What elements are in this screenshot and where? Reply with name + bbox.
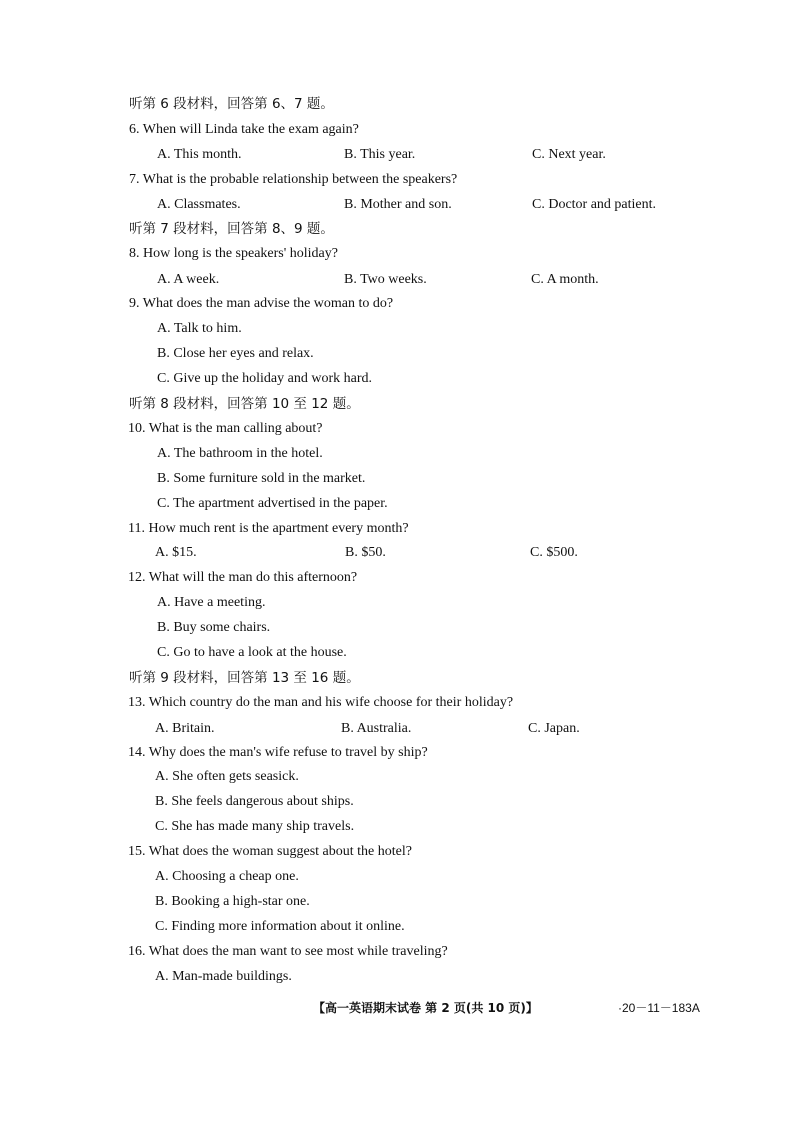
question-6-options [0, 146, 794, 164]
option-c: C. Japan. [528, 721, 580, 736]
question-13: 13. Which country do the man and his wife choose for their holiday? [128, 695, 514, 710]
option-c: C. A month. [531, 272, 599, 287]
section-heading-8: 听第 8 段材料，回答第 10 至 12 题。 [129, 396, 360, 412]
option-c: C. $500. [530, 545, 578, 560]
option-b: B. Some furniture sold in the market. [157, 471, 366, 486]
option-c: C. She has made many ship travels. [155, 819, 355, 834]
option-c: C. Finding more information about it online. [155, 919, 405, 934]
option-c: C. The apartment advertised in the paper. [157, 496, 388, 511]
page-footer-title: 【高一英语期末试卷 第 2 页(共 10 页)】 [313, 1001, 538, 1015]
question-7-options [0, 196, 794, 214]
option-c: C. Give up the holiday and work hard. [157, 371, 373, 386]
option-a: A. Talk to him. [157, 321, 242, 336]
option-a: A. This month. [157, 147, 242, 162]
option-a: A. Have a meeting. [157, 595, 266, 610]
option-a: A. Man-made buildings. [155, 969, 292, 984]
option-c: C. Doctor and patient. [532, 197, 657, 212]
question-6: 6. When will Linda take the exam again? [129, 122, 359, 137]
question-15: 15. What does the woman suggest about the hotel? [128, 844, 412, 859]
document-code: ·20－11－183A [618, 1001, 700, 1015]
option-c: C. Go to have a look at the house. [157, 645, 347, 660]
section-heading-9: 听第 9 段材料，回答第 13 至 16 题。 [129, 670, 360, 686]
question-14: 14. Why does the man's wife refuse to travel by ship? [128, 745, 428, 760]
question-9: 9. What does the man advise the woman to do? [129, 296, 394, 311]
option-a: A. Britain. [155, 721, 215, 736]
question-8: 8. How long is the speakers' holiday? [129, 246, 338, 261]
question-7: 7. What is the probable relationship between the speakers? [129, 172, 458, 187]
question-11: 11. How much rent is the apartment every month? [128, 521, 409, 536]
question-10: 10. What is the man calling about? [128, 421, 323, 436]
question-12: 12. What will the man do this afternoon? [128, 570, 358, 585]
question-16: 16. What does the man want to see most while traveling? [128, 944, 448, 959]
option-b: B. Mother and son. [344, 197, 452, 212]
option-b: B. Australia. [341, 721, 412, 736]
question-13-options [0, 720, 794, 738]
option-b: B. Close her eyes and relax. [157, 346, 314, 361]
option-c: C. Next year. [532, 147, 606, 162]
option-a: A. The bathroom in the hotel. [157, 446, 323, 461]
option-b: B. Two weeks. [344, 272, 427, 287]
option-a: A. $15. [155, 545, 197, 560]
option-a: A. Choosing a cheap one. [155, 869, 299, 884]
option-b: B. Buy some chairs. [157, 620, 271, 635]
option-b: B. She feels dangerous about ships. [155, 794, 354, 809]
option-b: B. $50. [345, 545, 386, 560]
question-11-options [0, 544, 794, 562]
option-a: A. She often gets seasick. [155, 769, 299, 784]
section-heading-6: 听第 6 段材料，回答第 6、7 题。 [129, 96, 334, 112]
option-b: B. This year. [344, 147, 416, 162]
option-a: A. Classmates. [157, 197, 241, 212]
option-b: B. Booking a high-star one. [155, 894, 310, 909]
option-a: A. A week. [157, 272, 220, 287]
question-8-options [0, 271, 794, 289]
section-heading-7: 听第 7 段材料，回答第 8、9 题。 [129, 221, 334, 237]
